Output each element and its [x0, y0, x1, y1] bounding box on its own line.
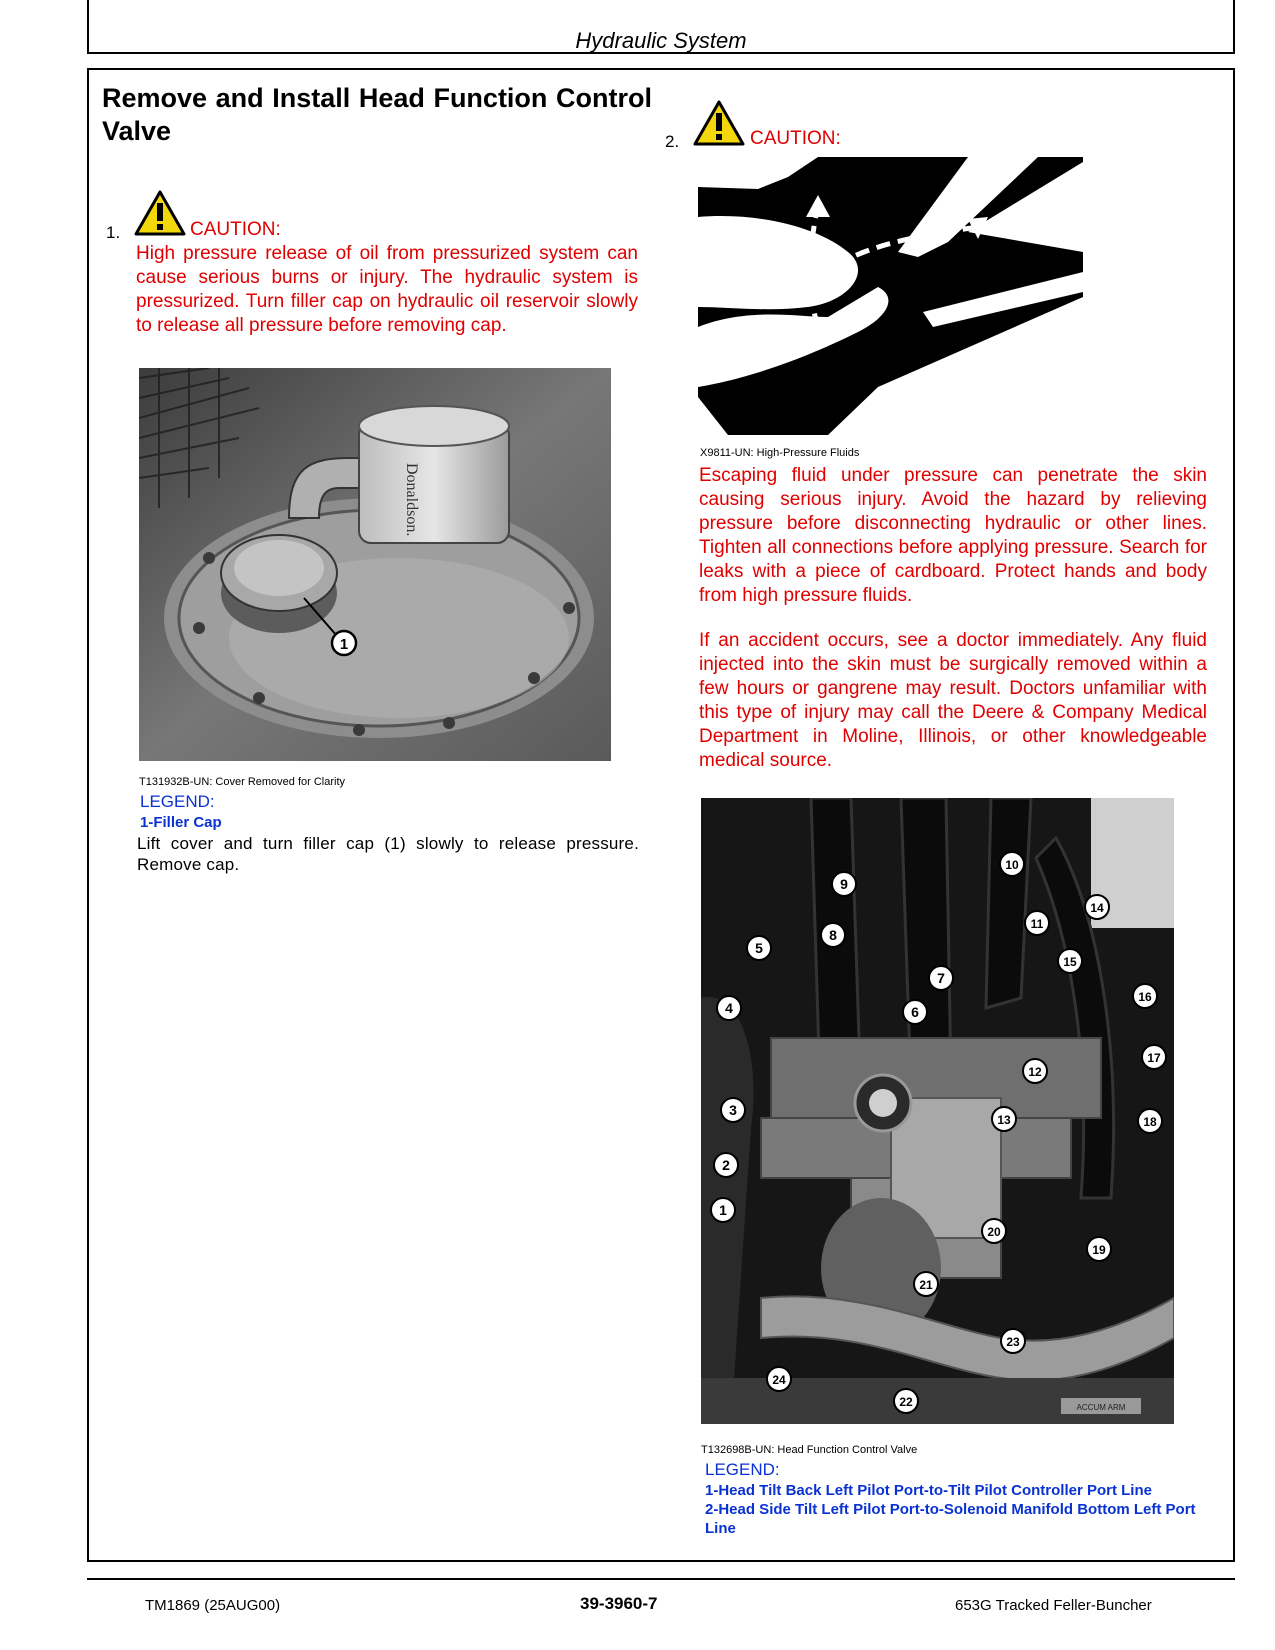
footer-machine-model: 653G Tracked Feller-Buncher	[955, 1597, 1152, 1614]
step-2-legend-item: 2-Head Side Tilt Left Pilot Port-to-Solenoid Manifold Bottom Left Port Line	[705, 1501, 1196, 1537]
step-1-warning-text: High pressure release of oil from pressurized system can cause serious burns or injury. The hydraulic system is pressurized. Turn filler cap on hydraulic oil reservoir slowly to release all pressure before removing cap.	[136, 243, 638, 336]
callout-7-label: 7	[937, 970, 945, 986]
step-1-legend-title: LEGEND:	[140, 792, 215, 811]
section-title: Hydraulic System	[575, 28, 747, 53]
callout-16-label: 16	[1138, 990, 1152, 1004]
warning-triangle-icon	[693, 100, 745, 146]
callout-1-label: 1	[719, 1202, 727, 1218]
callout-16	[1133, 984, 1157, 1008]
callout-21	[914, 1272, 938, 1296]
callout-18-label: 18	[1143, 1115, 1157, 1129]
filter-brand-text: Donaldson.	[403, 463, 420, 537]
callout-15-label: 15	[1063, 955, 1077, 969]
callout-3-label: 3	[729, 1102, 737, 1118]
callout-19-label: 19	[1092, 1243, 1106, 1257]
step-1-caution-label: CAUTION:	[190, 219, 281, 240]
filler-cap-photo-caption: T131932B-UN: Cover Removed for Clarity	[139, 776, 346, 788]
filler-cap-photo	[139, 368, 611, 761]
callout-20-label: 20	[987, 1225, 1001, 1239]
callout-6-label: 6	[911, 1004, 919, 1020]
step-2-caution-label: CAUTION:	[750, 128, 841, 149]
step-2-legend-item: 1-Head Tilt Back Left Pilot Port-to-Tilt Pilot Controller Port Line	[705, 1482, 1152, 1499]
high-pressure-fluid-illustration	[698, 157, 1083, 435]
callout-24	[767, 1367, 791, 1391]
callout-4-label: 4	[725, 1000, 733, 1016]
callout-1	[711, 1198, 735, 1222]
step-2-warning-text-1: Escaping fluid under pressure can penetrate the skin causing serious injury. Avoid the hazard by relieving pressure before disconnecting hydraulic or other lines. Tighten all connections before applying pressure. Search for leaks with a piece of cardboard. Protect hands and body from high pressure fluids.	[699, 465, 1207, 606]
callout-22-label: 22	[899, 1395, 913, 1409]
callout-19	[1087, 1237, 1111, 1261]
callout-2-label: 2	[722, 1157, 730, 1173]
callout-13-label: 13	[997, 1113, 1011, 1127]
callout-11-label: 11	[1030, 917, 1044, 931]
callout-2	[714, 1153, 738, 1177]
callout-4	[717, 996, 741, 1020]
hazard-illustration-caption: X9811-UN: High-Pressure Fluids	[700, 447, 860, 459]
callout-8	[821, 923, 845, 947]
callout-23-label: 23	[1006, 1335, 1020, 1349]
callout-23	[1001, 1329, 1025, 1353]
callout-12-label: 12	[1028, 1065, 1042, 1079]
callout-5-label: 5	[755, 940, 763, 956]
step-1-legend-item: 1-Filler Cap	[140, 814, 222, 831]
page-title: Remove and Install Head Function Control Valve	[102, 83, 652, 146]
callout-14	[1085, 895, 1109, 919]
footer-page-number: 39-3960-7	[580, 1594, 658, 1613]
callout-10-label: 10	[1005, 858, 1019, 872]
callout-7	[929, 966, 953, 990]
callout-3	[721, 1098, 745, 1122]
step-1-instruction: Lift cover and turn filler cap (1) slowly to release pressure. Remove cap.	[137, 834, 639, 874]
control-valve-photo-caption: T132698B-UN: Head Function Control Valve	[701, 1444, 918, 1456]
callout-10	[1000, 852, 1024, 876]
callout-9	[832, 872, 856, 896]
footer-rule	[87, 1578, 1235, 1580]
callout-22	[894, 1389, 918, 1413]
callout-11	[1025, 911, 1049, 935]
callout-1-label: 1	[339, 636, 349, 653]
callout-17-label: 17	[1147, 1051, 1161, 1065]
step-2-number: 2.	[665, 132, 680, 151]
step-2-warning-text-2: If an accident occurs, see a doctor immediately. Any fluid injected into the skin must be surgically removed within a few hours or gangrene may result. Doctors unfamiliar with this type of injury may call the Deere & Company Medical Department in Moline, Illinois, or other knowledgeable medical source.	[699, 630, 1207, 771]
warning-triangle-icon	[134, 190, 186, 236]
callout-13	[992, 1107, 1016, 1131]
callout-5	[747, 936, 771, 960]
callout-14-label: 14	[1090, 901, 1104, 915]
step-2-legend-title: LEGEND:	[705, 1460, 780, 1479]
callout-21-label: 21	[919, 1278, 933, 1292]
callout-24-label: 24	[772, 1373, 786, 1387]
step-1-number: 1.	[106, 223, 121, 242]
callout-20	[982, 1219, 1006, 1243]
callout-8-label: 8	[829, 927, 837, 943]
callout-15	[1058, 949, 1082, 973]
callout-6	[903, 1000, 927, 1024]
footer-manual-id: TM1869 (25AUG00)	[145, 1597, 281, 1614]
callout-12	[1023, 1059, 1047, 1083]
callout-9-label: 9	[840, 876, 848, 892]
accum-arm-plate-text: ACCUM ARM	[1076, 1403, 1126, 1412]
callout-18	[1138, 1109, 1162, 1133]
control-valve-photo	[701, 798, 1174, 1424]
callout-17	[1142, 1045, 1166, 1069]
